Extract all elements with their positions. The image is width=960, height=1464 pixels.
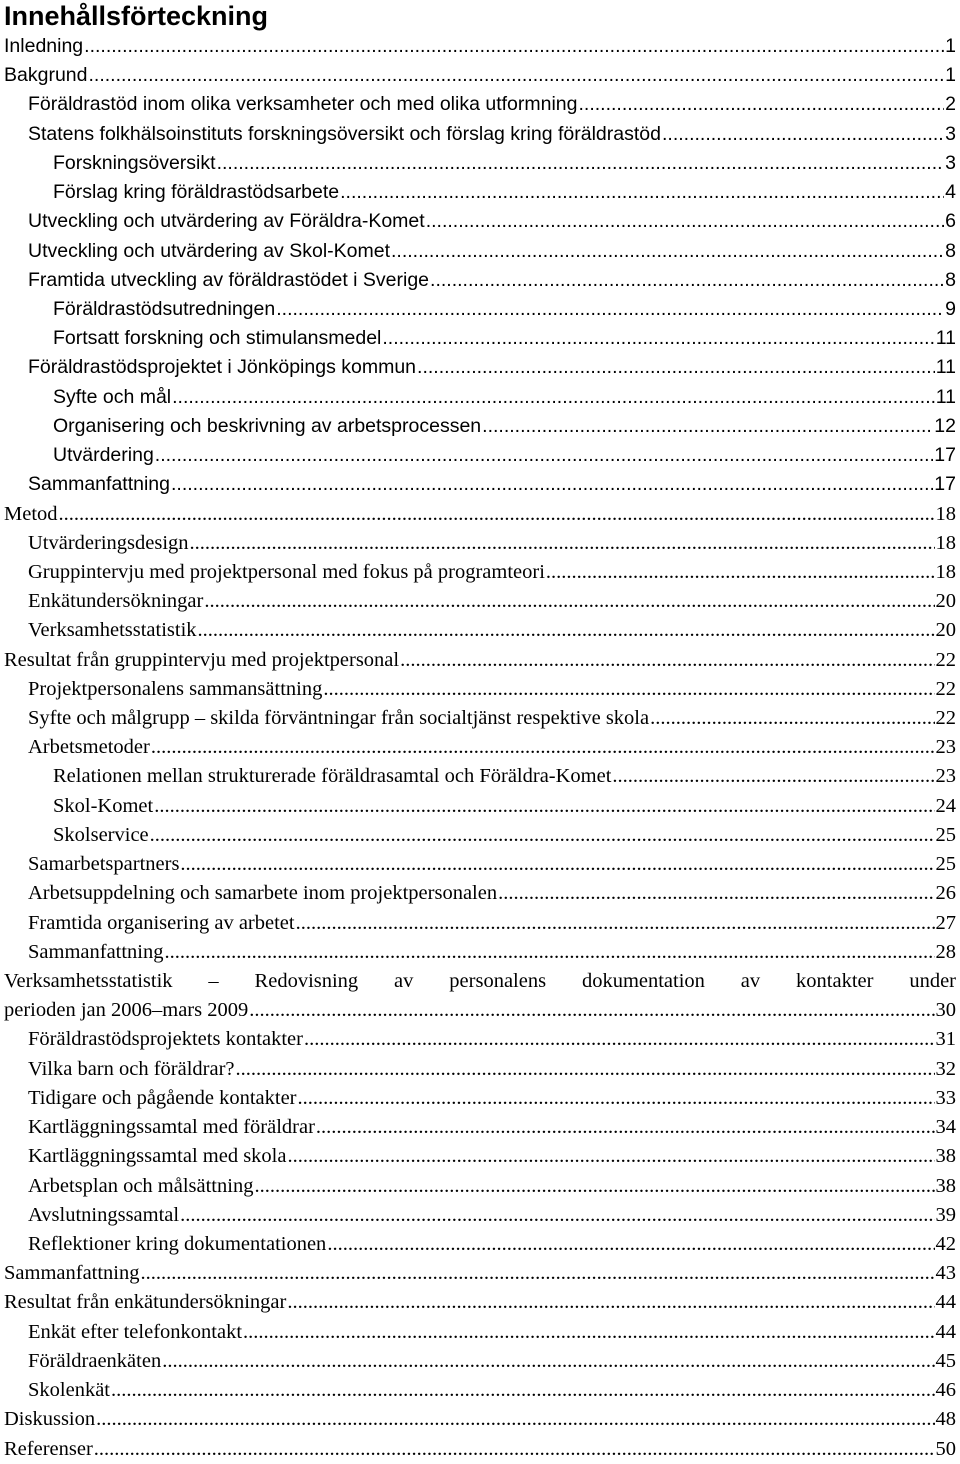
toc-page-number: 18 [935,560,956,583]
toc-entry-title: Föräldrastödsutredningen [53,297,276,320]
toc-entry-title: Skol-Komet [53,794,154,817]
toc-page-number: 23 [935,736,956,759]
toc-page-number: 23 [935,765,956,788]
toc-entry-title: Kartläggningssamtal med skola [28,1145,287,1168]
toc-page-number: 25 [935,853,956,876]
toc-entry-title: Diskussion [4,1408,96,1431]
toc-page-number: 3 [945,151,956,174]
toc-entry[interactable] [0,616,960,645]
toc-page-number: 22 [935,707,956,730]
toc-entry[interactable] [0,207,960,236]
toc-entry-title: Tidigare och pågående kontakter [28,1086,297,1109]
toc-dot-leader [236,1055,935,1084]
toc-dot-leader [150,821,935,850]
toc-entry[interactable] [0,1025,960,1054]
toc-entry-title: Avslutningssamtal [28,1203,180,1226]
toc-page-number: 24 [935,794,956,817]
toc-dot-leader [190,529,935,558]
toc-entry[interactable] [0,909,960,938]
toc-page-number: 38 [935,1145,956,1168]
toc-entry[interactable] [0,1084,960,1113]
toc-page-number: 8 [945,268,956,291]
toc-entry-title: Föräldrastödsprojektets kontakter [28,1028,303,1051]
toc-entry[interactable] [0,149,960,178]
toc-dot-leader [84,32,944,61]
toc-page-number: 1 [945,64,956,87]
toc-entry-title: Framtida organisering av arbetet [28,911,295,934]
toc-page-number: 22 [935,677,956,700]
toc-dot-leader [154,792,934,821]
toc-entry[interactable] [0,470,960,499]
toc-entry[interactable] [0,61,960,90]
toc-page-number: 43 [935,1262,956,1285]
toc-dot-leader [417,353,935,382]
toc-dot-leader [243,1318,934,1347]
toc-entry[interactable] [0,1259,960,1288]
toc-entry[interactable] [0,237,960,266]
toc-entry[interactable] [0,529,960,558]
toc-dot-leader [327,1230,934,1259]
toc-entry-title: Arbetsmetoder [28,736,150,759]
toc-entry[interactable] [0,938,960,967]
toc-page-number: 22 [935,648,956,671]
toc-entry-title: Inledning [4,35,84,57]
toc-dot-leader [180,1201,934,1230]
toc-entry[interactable] [0,558,960,587]
toc-entry-title: Forskningsöversikt [53,151,216,174]
toc-entry-title: Resultat från enkätundersökningar [4,1291,287,1314]
toc-dot-leader [198,616,935,645]
toc-dot-leader [162,1347,934,1376]
toc-entry-title: Skolservice [53,823,149,846]
toc-entry-title: Kartläggningssamtal med föräldrar [28,1116,315,1139]
toc-entry-title: Gruppintervju med projektpersonal med fokus på programteori [28,560,545,583]
toc-entry-title: Projektpersonalens sammansättning [28,677,323,700]
toc-entry-title: Referenser [4,1437,93,1460]
toc-dot-leader [391,237,944,266]
toc-entry-title: Samarbetspartners [28,853,180,876]
toc-page-number: 28 [935,940,956,963]
toc-dot-leader [298,1084,935,1113]
toc-page-number: 26 [935,882,956,905]
toc-page-number: 32 [935,1057,956,1080]
toc-title: Innehållsförteckning [4,1,269,31]
toc-dot-leader [155,441,934,470]
toc-page-number: 17 [934,444,956,467]
toc-dot-leader [249,996,934,1025]
toc-page-number: 1 [945,35,956,57]
toc-entry[interactable] [0,1113,960,1142]
toc-page-number: 20 [935,619,956,642]
toc-entry[interactable] [0,996,960,1025]
toc-dot-leader [180,850,934,879]
toc-entry-title: Utvärdering [53,444,154,467]
toc-dot-leader [204,587,934,616]
toc-entry[interactable] [0,675,960,704]
toc-dot-leader [287,1288,934,1317]
toc-entries-list [0,32,960,1464]
toc-entry[interactable] [0,32,960,61]
toc-entry[interactable] [0,646,960,675]
toc-entry[interactable] [0,178,960,207]
toc-dot-leader [316,1113,935,1142]
toc-entry[interactable] [0,1376,960,1405]
toc-page-number: 2 [945,93,956,116]
toc-dot-leader [650,704,934,733]
toc-page-number: 8 [945,239,956,262]
toc-entry[interactable] [0,266,960,295]
toc-entry[interactable] [0,1172,960,1201]
toc-entry[interactable] [0,295,960,324]
toc-entry[interactable] [0,762,960,791]
toc-page-number: 11 [935,385,956,408]
toc-entry[interactable] [0,90,960,119]
toc-entry-title: Föräldraenkäten [28,1349,162,1372]
toc-page-number: 31 [935,1028,956,1051]
toc-entry[interactable] [0,1230,960,1259]
toc-entry[interactable] [0,967,960,996]
toc-entry[interactable] [0,353,960,382]
toc-dot-leader [400,646,934,675]
toc-entry-title: Fortsatt forskning och stimulansmedel [53,327,382,350]
toc-entry-title: Föräldrastödsprojektet i Jönköpings kommun [28,356,417,379]
toc-dot-leader [172,383,935,412]
toc-page-number: 34 [935,1116,956,1139]
toc-dot-leader [141,1259,935,1288]
toc-page-number: 11 [935,356,956,379]
toc-dot-leader [382,324,934,353]
toc-page-number: 17 [934,473,956,496]
toc-entry-title: Arbetsplan och målsättning [28,1174,254,1197]
toc-dot-leader [579,90,945,119]
toc-page-number: 39 [935,1203,956,1226]
toc-dot-leader [94,1435,935,1464]
toc-page-number: 3 [945,122,956,145]
toc-entry-title: Resultat från gruppintervju med projektpersonal [4,648,400,671]
toc-entry[interactable] [0,1288,960,1317]
toc-entry[interactable] [0,821,960,850]
toc-entry-title: Verksamhetsstatistik – Redovisning av personalens dokumentation av kontakter under [4,970,956,992]
toc-entry[interactable] [0,1435,960,1464]
toc-dot-leader [171,470,933,499]
toc-dot-leader [482,412,933,441]
toc-page-number: 45 [935,1349,956,1372]
toc-dot-leader [323,675,934,704]
toc-entry-title: Sammanfattning [28,473,170,496]
toc-dot-leader [111,1376,935,1405]
toc-entry[interactable] [0,1318,960,1347]
toc-entry-title: Utveckling och utvärdering av Skol-Komet [28,239,390,262]
toc-entry[interactable] [0,792,960,821]
toc-entry-title: Utveckling och utvärdering av Föräldra-Komet [28,210,425,233]
toc-entry-title: Skolenkät [28,1379,110,1402]
toc-dot-leader [304,1025,935,1054]
toc-entry-title: Statens folkhälsoinstituts forskningsöversikt och förslag kring föräldrastöd [28,122,661,145]
toc-entry-title: Verksamhetsstatistik [28,619,197,642]
toc-dot-leader [426,207,944,236]
toc-entry-title: Enkätundersökningar [28,590,204,613]
toc-entry[interactable] [0,120,960,149]
toc-dot-leader [151,733,935,762]
toc-entry-title: Arbetsuppdelning och samarbete inom projektpersonalen [28,882,498,905]
toc-dot-leader [612,762,934,791]
toc-entry[interactable] [0,879,960,908]
toc-dot-leader [96,1405,934,1434]
toc-dot-leader [340,178,944,207]
toc-entry-title: Metod [4,502,58,525]
toc-entry-title: perioden jan 2006–mars 2009 [4,999,249,1022]
toc-dot-leader [59,500,935,529]
toc-dot-leader [662,120,944,149]
toc-entry[interactable] [0,412,960,441]
toc-page-number: 18 [935,531,956,554]
toc-page-number: 50 [935,1437,956,1460]
toc-entry-title: Syfte och målgrupp – skilda förväntningar från socialtjänst respektive skola [28,707,650,730]
toc-entry[interactable] [0,1347,960,1376]
toc-page-number: 44 [935,1320,956,1343]
toc-entry[interactable] [0,733,960,762]
toc-page-number: 6 [945,210,956,233]
toc-dot-leader [498,879,934,908]
toc-entry-title: Relationen mellan strukturerade föräldrasamtal och Föräldra-Komet [53,765,612,788]
toc-entry[interactable] [0,704,960,733]
toc-entry[interactable] [0,441,960,470]
toc-page-number: 38 [935,1174,956,1197]
toc-dot-leader [88,61,944,90]
toc-page-number: 33 [935,1086,956,1109]
toc-page-number: 4 [945,181,956,204]
toc-entry[interactable] [0,1142,960,1171]
toc-dot-leader [165,938,935,967]
toc-dot-leader [296,909,935,938]
toc-dot-leader [217,149,945,178]
toc-entry[interactable] [0,500,960,529]
toc-page-number: 48 [935,1408,956,1431]
toc-entry-title: Föräldrastöd inom olika verksamheter och med olika utformning [28,93,578,116]
toc-page-number: 9 [945,297,956,320]
toc-entry-title: Förslag kring föräldrastödsarbete [53,181,340,204]
toc-dot-leader [254,1172,934,1201]
toc-dot-leader [287,1142,934,1171]
toc-entry[interactable] [0,1055,960,1084]
toc-page-number: 25 [935,823,956,846]
toc-entry-title: Reflektioner kring dokumentationen [28,1232,327,1255]
toc-entry-title: Framtida utveckling av föräldrastödet i Sverige [28,268,430,291]
toc-page-number: 44 [935,1291,956,1314]
toc-entry-title: Utvärderingsdesign [28,531,189,554]
toc-page-number: 27 [935,911,956,934]
toc-entry-title: Sammanfattning [4,1262,140,1285]
toc-entry[interactable] [0,587,960,616]
toc-entry[interactable] [0,850,960,879]
toc-entry[interactable] [0,383,960,412]
toc-entry-title: Syfte och mål [53,385,172,408]
toc-entry-title: Organisering och beskrivning av arbetsprocessen [53,414,482,437]
toc-page-number: 11 [935,327,956,350]
toc-entry[interactable] [0,324,960,353]
toc-entry-title: Sammanfattning [28,940,164,963]
toc-dot-leader [430,266,944,295]
toc-entry[interactable] [0,1201,960,1230]
toc-entry-title: Enkät efter telefonkontakt [28,1320,243,1343]
toc-page-number: 42 [935,1232,956,1255]
toc-entry-title: Vilka barn och föräldrar? [28,1057,235,1080]
toc-page-number: 20 [935,590,956,613]
toc-page-number: 46 [935,1379,956,1402]
toc-page-number: 12 [934,414,956,437]
toc-entry-title: Bakgrund [4,64,88,87]
toc-page-number: 18 [935,502,956,525]
toc-dot-leader [546,558,935,587]
toc-entry[interactable] [0,1405,960,1434]
toc-dot-leader [276,295,944,324]
toc-page-number: 30 [935,999,956,1022]
